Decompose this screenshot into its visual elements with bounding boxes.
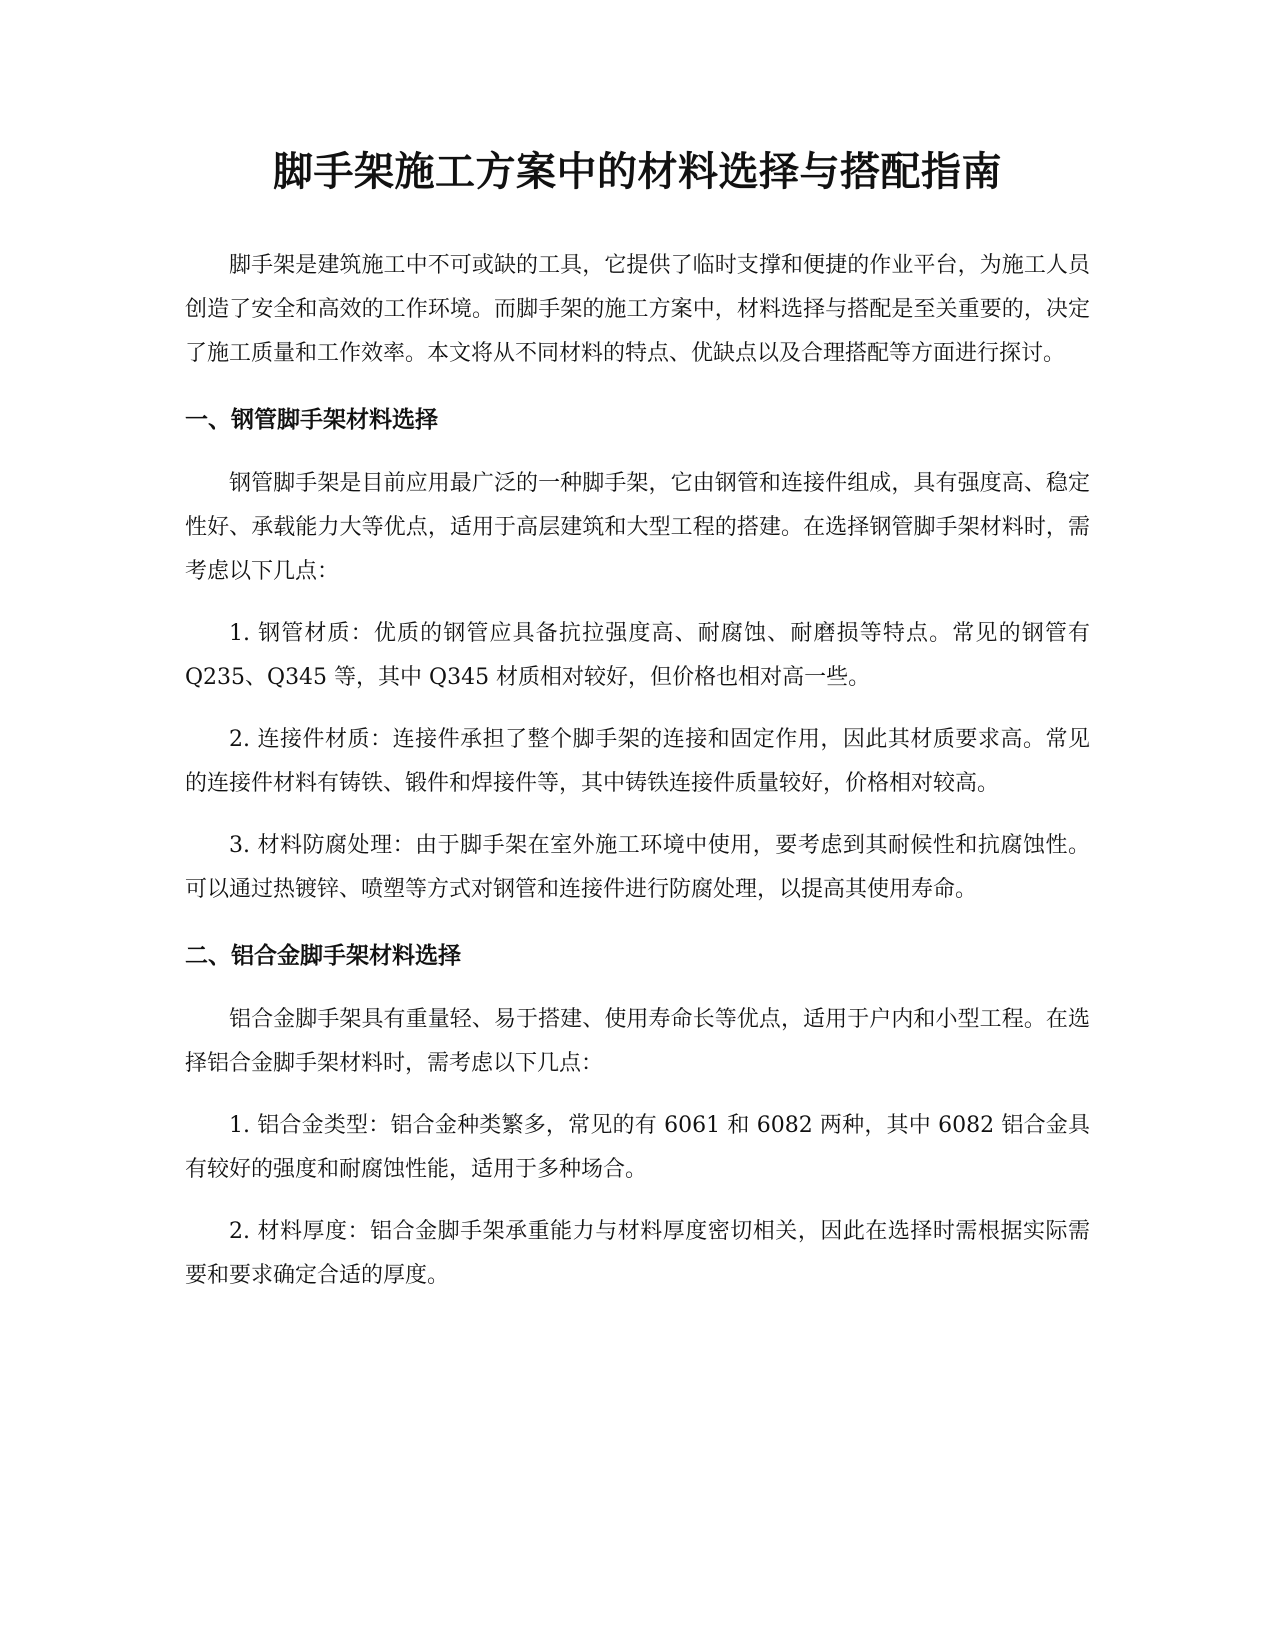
document-page: [185, 140, 1090, 1316]
list-item: 2. 连接件材质：连接件承担了整个脚手架的连接和固定作用，因此其材质要求高。常见的连接件材料有铸铁、锻件和焊接件等，其中铸铁连接件质量较好，价格相对较高。: [185, 727, 1090, 796]
paragraph: 钢管脚手架是目前应用最广泛的一种脚手架，它由钢管和连接件组成，具有强度高、稳定性好、承载能力大等优点，适用于高层建筑和大型工程的搭建。在选择钢管脚手架材料时，需考虑以下几点：: [185, 471, 1090, 584]
paragraph: 铝合金脚手架具有重量轻、易于搭建、使用寿命长等优点，适用于户内和小型工程。在选择铝合金脚手架材料时，需考虑以下几点：: [185, 1007, 1090, 1076]
list-item: 1. 铝合金类型：铝合金种类繁多，常见的有 6061 和 6082 两种，其中 6082 铝合金具有较好的强度和耐腐蚀性能，适用于多种场合。: [185, 1113, 1090, 1182]
list-item: 3. 材料防腐处理：由于脚手架在室外施工环境中使用，要考虑到其耐候性和抗腐蚀性。可以通过热镀锌、喷塑等方式对钢管和连接件进行防腐处理，以提高其使用寿命。: [185, 833, 1090, 902]
document-title: 脚手架施工方案中的材料选择与搭配指南: [273, 149, 1002, 195]
intro-paragraph: 脚手架是建筑施工中不可或缺的工具，它提供了临时支撑和便捷的作业平台，为施工人员创造了安全和高效的工作环境。而脚手架的施工方案中，材料选择与搭配是至关重要的，决定了施工质量和工作效率。本文将从不同材料的特点、优缺点以及合理搭配等方面进行探讨。: [185, 253, 1090, 366]
list-item: 2. 材料厚度：铝合金脚手架承重能力与材料厚度密切相关，因此在选择时需根据实际需要和要求确定合适的厚度。: [185, 1219, 1090, 1288]
section-heading-aluminum: 二、铝合金脚手架材料选择: [185, 943, 461, 969]
section-heading-steel: 一、钢管脚手架材料选择: [185, 407, 438, 433]
list-item: 1. 钢管材质：优质的钢管应具备抗拉强度高、耐腐蚀、耐磨损等特点。常见的钢管有 Q235、Q345 等，其中 Q345 材质相对较好，但价格也相对高一些。: [185, 621, 1090, 690]
